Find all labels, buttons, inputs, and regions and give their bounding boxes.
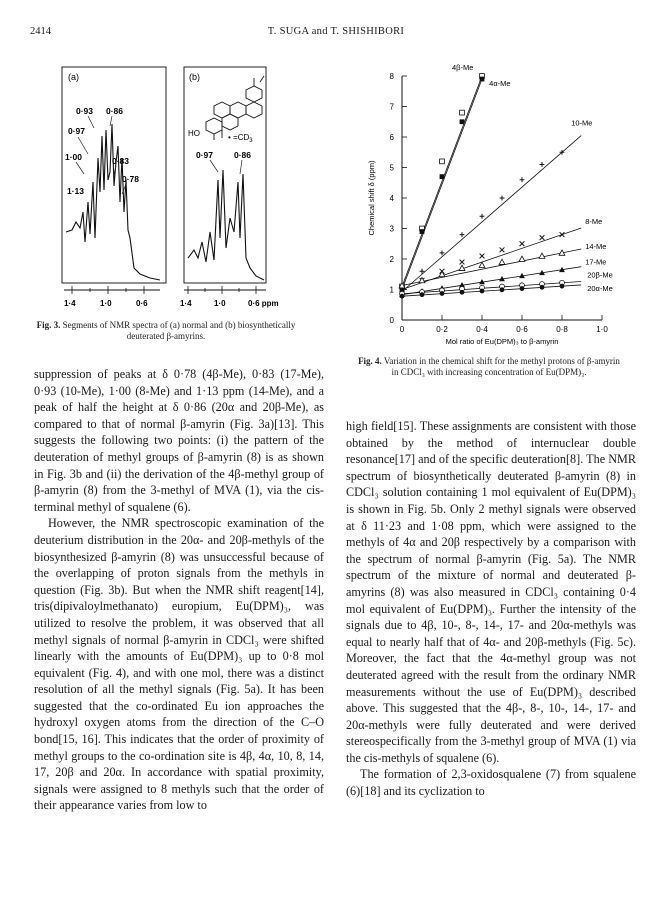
peak-a-0-86: 0·86: [106, 106, 124, 116]
data-point: [460, 290, 465, 295]
x-tick-label: 1·0: [596, 325, 608, 334]
page-number: 2414: [30, 26, 51, 37]
axis-b-tick-1-4: 1·4: [180, 299, 192, 308]
y-tick-label: 1: [389, 285, 394, 295]
y-tick-label: 7: [389, 102, 394, 112]
body-right-paragraph-1: high field[15]. These assignments are consistent with those obtained by the method of internuclear double resonance[17] and of the specific deuteration[8]. The NMR spectrum of biosynthetically deuterated β-amyrin (8) in CDCl₃ solution containing 1 mol equivalent of Eu(DPM)₃ is shown in Fig. 5b. Only 2 methyl signals were observed at δ 11·23 and 1·08 ppm, which were assigned to the methyls of 4α and 20β respectively by a comparison with the spectrum of normal β-amyrin (Fig. 5a). The NMR spectrum of the mixture of normal and deuterated β-amyrins (8) was also measured in CDCl₃ containing 0·4 mol equivalent of Eu(DPM)₃. Further the intensity of the signals due to 4β, 10-, 8-, 14-, 17- and 20α-methyls was equal to nearly half that of 4α- and 20β-methyls (Fig. 5c). Moreover, the fact that the 4α-methyl group was not deuterated agreed with the result from the ordinary NMR measurements without the use of Eu(DPM)₃ described above. This suggested that the 4β-, 8-, 10-, 14-, 17- and 20α-methyls were fully deuterated and were derived stereospecifically from the 3-methyl group of MVA (1) via the cis-methyls of squalene (6).: [346, 419, 636, 765]
data-point: [520, 286, 525, 291]
y-tick-label: 8: [389, 72, 394, 81]
spectrum-b-trace: [188, 170, 264, 280]
data-point: [440, 174, 445, 179]
data-point: [460, 110, 465, 115]
data-point: [480, 254, 485, 259]
peak-a-0-93: 0·93: [76, 106, 94, 116]
axis-b-tick-1-0: 1·0: [214, 299, 226, 308]
fig3-caption-label: Fig. 3.: [36, 320, 61, 330]
y-tick-label: 0: [389, 316, 394, 325]
data-point: [439, 271, 445, 276]
x-tick-label: 0·4: [476, 325, 488, 334]
data-point: [560, 232, 565, 237]
data-point: [420, 292, 425, 297]
fig4-caption-label: Fig. 4.: [358, 356, 382, 366]
data-point: [560, 284, 565, 289]
y-tick-label: 5: [389, 163, 394, 173]
page-header: [30, 26, 642, 42]
fig3-caption-text: Segments of NMR spectra of (a) normal and (b) biosynthetically deuterated β-amyrins.: [62, 320, 296, 341]
series-label: 4β-Me: [452, 63, 474, 72]
data-point: [440, 291, 445, 296]
data-point: [520, 177, 525, 182]
peak-a-0-97: 0·97: [68, 126, 86, 136]
peak-a-0-83: 0·83: [112, 156, 130, 166]
spectrum-a-trace: [66, 124, 160, 280]
data-point: [480, 77, 485, 82]
series-label: 17-Me: [585, 257, 607, 267]
x-tick-label: 0: [399, 325, 405, 334]
data-point: [420, 229, 425, 234]
panel-b-label: (b): [189, 72, 200, 82]
data-point: [540, 235, 545, 240]
series-line: [402, 136, 581, 292]
series-line: [402, 76, 483, 290]
panel-b-frame: [184, 67, 266, 283]
data-point: [540, 285, 545, 290]
x-axis-label: Mol ratio of Eu(DPM)₃ to β-amyrin: [445, 337, 559, 346]
fig3-caption: [36, 320, 296, 342]
series-label: 14-Me: [585, 241, 607, 251]
y-tick-label: 3: [389, 224, 394, 234]
axis-b-tick-0-6-ppm: 0·6 ppm: [248, 299, 279, 308]
axis-a-tick-0-6: 0·6: [136, 299, 148, 308]
data-point: [460, 260, 465, 265]
series-label: 4α-Me: [489, 79, 511, 88]
axis-a-tick-1-0: 1·0: [100, 299, 112, 308]
body-left-paragraph-1: suppression of peaks at δ 0·78 (4β-Me), 0·83 (17-Me), 0·93 (10-Me), 1·00 (8-Me) and 1·13 ppm (14-Me), and a peak of half the height at δ 0·86 (20α and 20β-Me), as compared to that of normal β-amyrin (Fig. 3a)[13]. This suggests the following two points: (i) the pattern of the deuteration of methyl groups of β-amyrin (8) is as shown in Fig. 3b and (ii) the derivation of the 4β-methyl group of β-amyrin (8) from the 3-methyl of MVA (1), via the cis-terminal methyl of squalene (6).: [34, 367, 324, 514]
data-point: [440, 159, 445, 164]
series-label: 20α-Me: [587, 283, 613, 293]
series-line: [402, 281, 581, 293]
fig4-caption: [354, 356, 624, 378]
fig4-caption-text: Variation in the chemical shift for the methyl protons of β-amyrin in CDCl₃ with increasing concentration of Eu(DPM)₃.: [383, 356, 620, 377]
y-tick-label: 2: [389, 255, 394, 264]
peak-b-0-97: 0·97: [196, 150, 214, 160]
data-point: [480, 289, 485, 294]
data-point: [400, 294, 405, 299]
data-point: [520, 241, 525, 246]
body-left-column: [34, 366, 324, 814]
triterpene-structure-drawing: [206, 76, 264, 140]
y-tick-label: 4: [389, 194, 394, 203]
peak-a-1-00: 1·00: [65, 152, 83, 162]
struct-ho-label: HO: [188, 129, 200, 138]
data-point: [519, 256, 525, 261]
series-label: 20β-Me: [587, 270, 613, 280]
data-point: [480, 214, 485, 219]
data-point: [500, 247, 505, 252]
figure-3: [50, 62, 312, 320]
running-title: T. SUGA and T. SHISHIBORI: [267, 26, 405, 37]
x-tick-label: 0·8: [556, 325, 568, 334]
data-point: [500, 196, 505, 201]
series-label: 8-Me: [585, 217, 603, 227]
panel-a-label: (a): [68, 72, 79, 82]
y-axis-label: Chemical shift δ (ppm): [367, 160, 376, 236]
struct-cd3-label: • $=CD_3$: [228, 133, 253, 144]
peak-a-0-78: 0·78: [122, 174, 140, 184]
peak-a-1-13: 1·13: [67, 186, 85, 196]
x-tick-label: 0·2: [436, 325, 448, 334]
data-point: [540, 162, 545, 167]
series-line: [402, 249, 581, 286]
figure-4-chart: [352, 62, 622, 352]
peak-b-0-86: 0·86: [234, 150, 252, 160]
body-left-paragraph-2: However, the NMR spectroscopic examination of the deuterium distribution in the 20α- and 20β-methyls of the biosynthesized β-amyrin (8) was unsuccessful because of the overlapping of proton signals from the methyls in question (Fig. 3b). But when the NMR shift reagent[14], tris(dipivaloylmethanato) europium, Eu(DPM)₃, was utilized to resolve the problem, it was observed that all methyl signals of normal β-amyrin in CDCl₃ were shifted linearly with the amounts of Eu(DPM)₃ up to 0·8 mol equivalent (Fig. 4), and with one mol, there was a distinct resolution of all the methyl signals (Fig. 5a). It has been suggested that the co-ordinated Eu ion approaches the hydroxyl oxygen atoms from the direction of the C–O bond[15, 16]. This indicates that the order of proximity of methyl groups to the co-ordination site is 4β, 4α, 10, 8, 14, 17, 20β and 20α. In accordance with spatial proximity, signals were assigned to 8 methyls such that the order of their appearance varies from low to: [34, 516, 324, 813]
body-right-paragraph-2: The formation of 2,3-oxidosqualene (7) from squalene (6)[18] and its cyclization to: [346, 767, 636, 799]
axis-a-tick-1-4: 1·4: [64, 299, 76, 308]
body-right-column: [346, 418, 636, 800]
data-point: [460, 232, 465, 237]
data-point: [500, 287, 505, 292]
data-point: [460, 119, 465, 124]
data-point: [539, 253, 545, 258]
data-point: [440, 251, 445, 256]
x-tick-label: 0·6: [516, 325, 528, 334]
y-tick-label: 6: [389, 133, 394, 142]
data-point: [499, 259, 505, 264]
series-label: 10-Me: [571, 118, 593, 128]
